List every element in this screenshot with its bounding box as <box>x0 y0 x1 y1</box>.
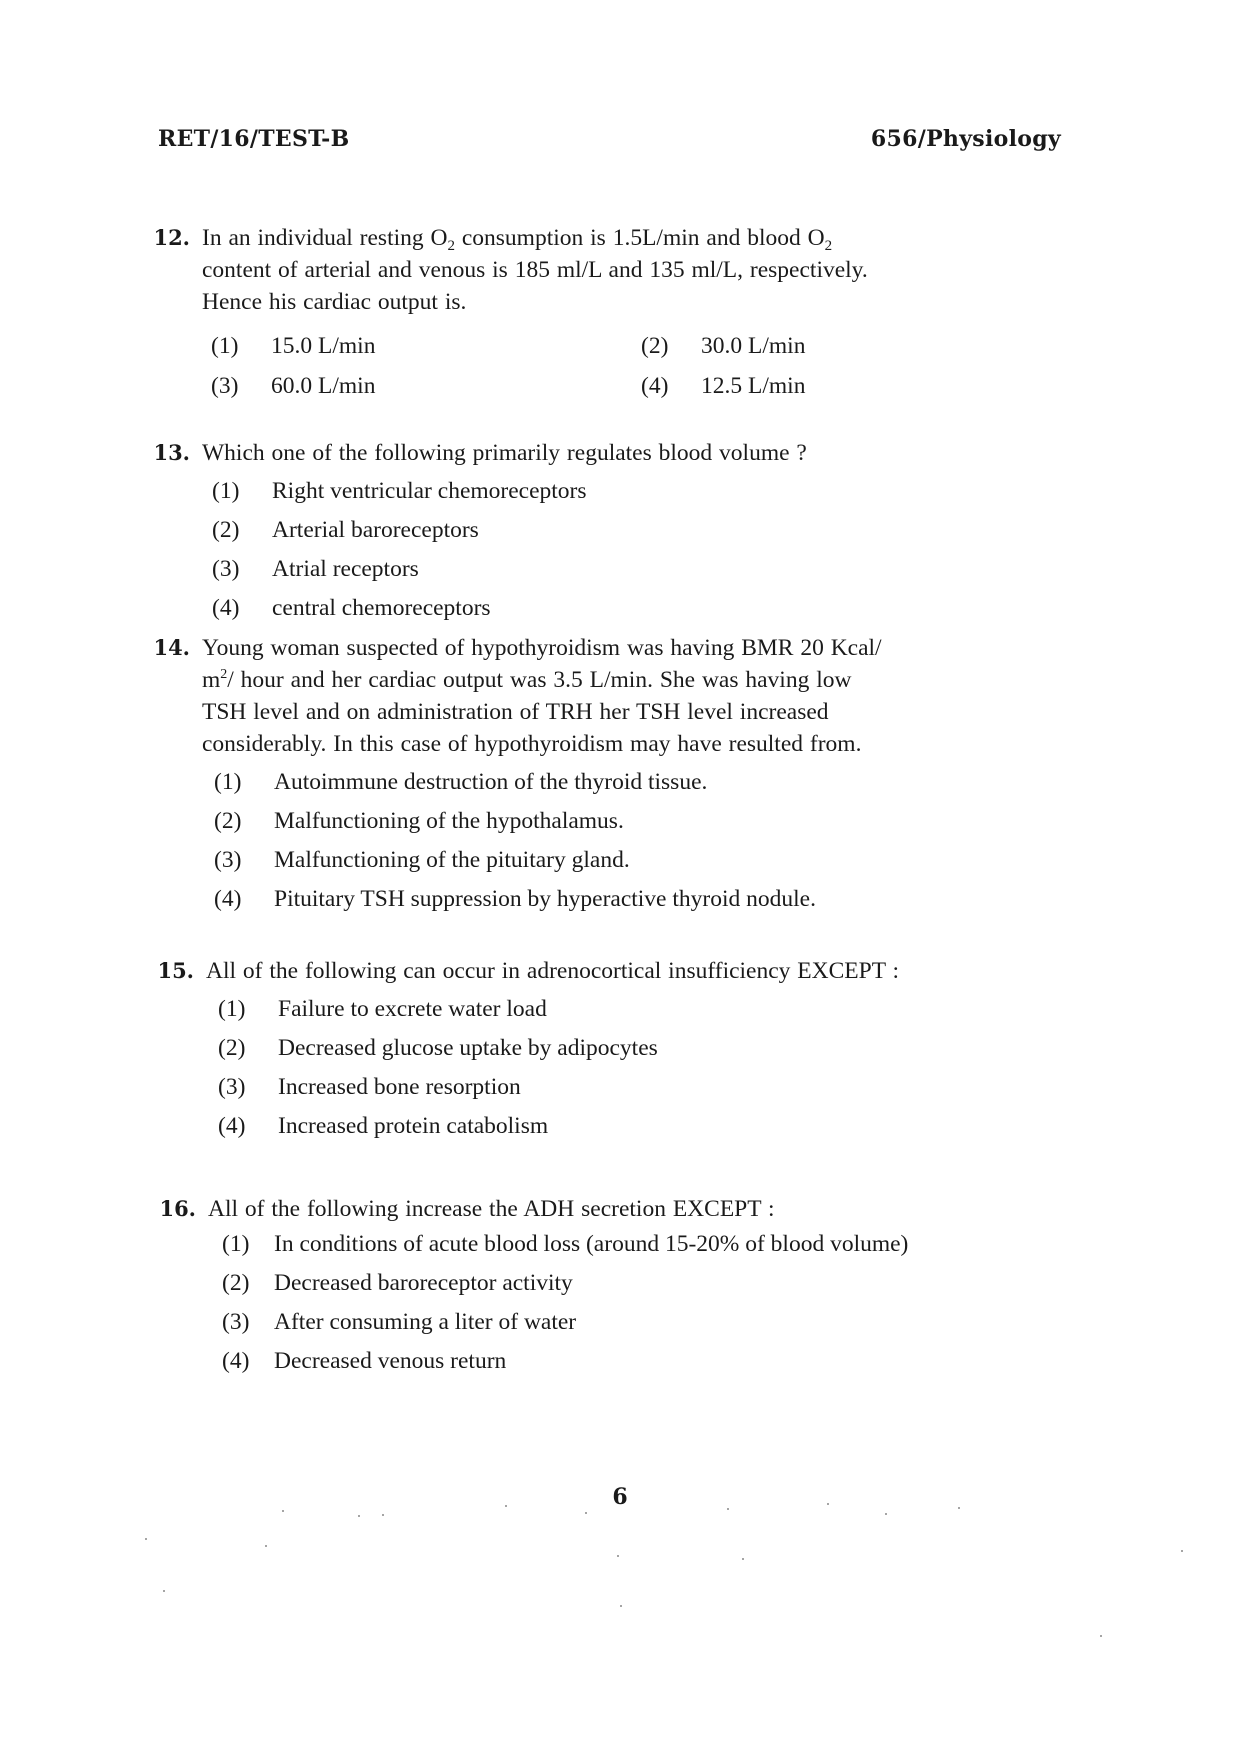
question-number: 14. <box>153 635 190 660</box>
question-12 <box>146 222 1146 406</box>
option-4[interactable]: (4) Increased protein catabolism <box>218 1113 549 1139</box>
options-list <box>222 1225 1152 1381</box>
exam-code: RET/16/TEST-B <box>158 126 350 152</box>
option-2[interactable]: (2) Arterial baroreceptors <box>212 517 479 543</box>
option-1[interactable]: (1) Right ventricular chemoreceptors <box>212 478 587 504</box>
question-number: 16. <box>159 1196 196 1221</box>
page-header <box>158 126 1061 152</box>
option-1[interactable]: (1) In conditions of acute blood loss (around 15-20% of blood volume) <box>222 1231 909 1257</box>
question-text: All of the following can occur in adrenocortical insufficiency EXCEPT : <box>206 958 900 984</box>
question-text: In an individual resting $O_2$ consumption is 1.5L/min and blood $O_2$ content of arterial and venous is 185 ml/L and 135 ml/L, respectively. Hence his cardiac output is. <box>202 225 868 315</box>
question-number: 12. <box>153 225 190 250</box>
option-2[interactable]: (2) Decreased glucose uptake by adipocytes <box>218 1035 658 1061</box>
option-3[interactable]: (3) After consuming a liter of water <box>222 1309 577 1335</box>
options-list <box>211 326 1146 406</box>
option-4[interactable]: (4) 12.5 L/min <box>641 373 806 399</box>
question-16 <box>152 1193 1152 1381</box>
question-13 <box>146 437 1146 628</box>
option-1[interactable]: (1) Failure to excrete water load <box>218 996 547 1022</box>
option-1[interactable]: (1) 15.0 L/min <box>211 333 376 359</box>
option-3[interactable]: (3) 60.0 L/min <box>211 373 376 399</box>
option-4[interactable]: (4) central chemoreceptors <box>212 595 491 621</box>
question-number: 15. <box>157 958 194 983</box>
question-number: 13. <box>153 440 190 465</box>
option-4[interactable]: (4) Pituitary TSH suppression by hyperactive thyroid nodule. <box>214 886 816 912</box>
option-3[interactable]: (3) Atrial receptors <box>212 556 419 582</box>
question-text: Which one of the following primarily regulates blood volume ? <box>202 440 807 466</box>
question-text: Young woman suspected of hypothyroidism was having BMR 20 Kcal/ $m^2/$ hour and her cardiac output was 3.5 L/min. She was having low TSH level and on administration of TRH her TSH level increased considerably. In this case of hypothyroidism may have resulted from. <box>202 635 882 757</box>
option-3[interactable]: (3) Malfunctioning of the pituitary gland. <box>214 847 630 873</box>
question-15 <box>150 955 1150 1146</box>
option-3[interactable]: (3) Increased bone resorption <box>218 1074 521 1100</box>
option-1[interactable]: (1) Autoimmune destruction of the thyroid tissue. <box>214 769 708 795</box>
option-2[interactable]: (2) Malfunctioning of the hypothalamus. <box>214 808 624 834</box>
options-list <box>212 472 1146 628</box>
options-list <box>214 763 1146 919</box>
options-list <box>218 990 1150 1146</box>
option-2[interactable]: (2) 30.0 L/min <box>641 333 806 359</box>
option-4[interactable]: (4) Decreased venous return <box>222 1348 507 1374</box>
subject-code: 656/Physiology <box>870 126 1061 152</box>
option-2[interactable]: (2) Decreased baroreceptor activity <box>222 1270 573 1296</box>
question-text: All of the following increase the ADH secretion EXCEPT : <box>208 1196 775 1222</box>
question-14 <box>146 632 1146 919</box>
page-number: 6 <box>612 1484 628 1510</box>
